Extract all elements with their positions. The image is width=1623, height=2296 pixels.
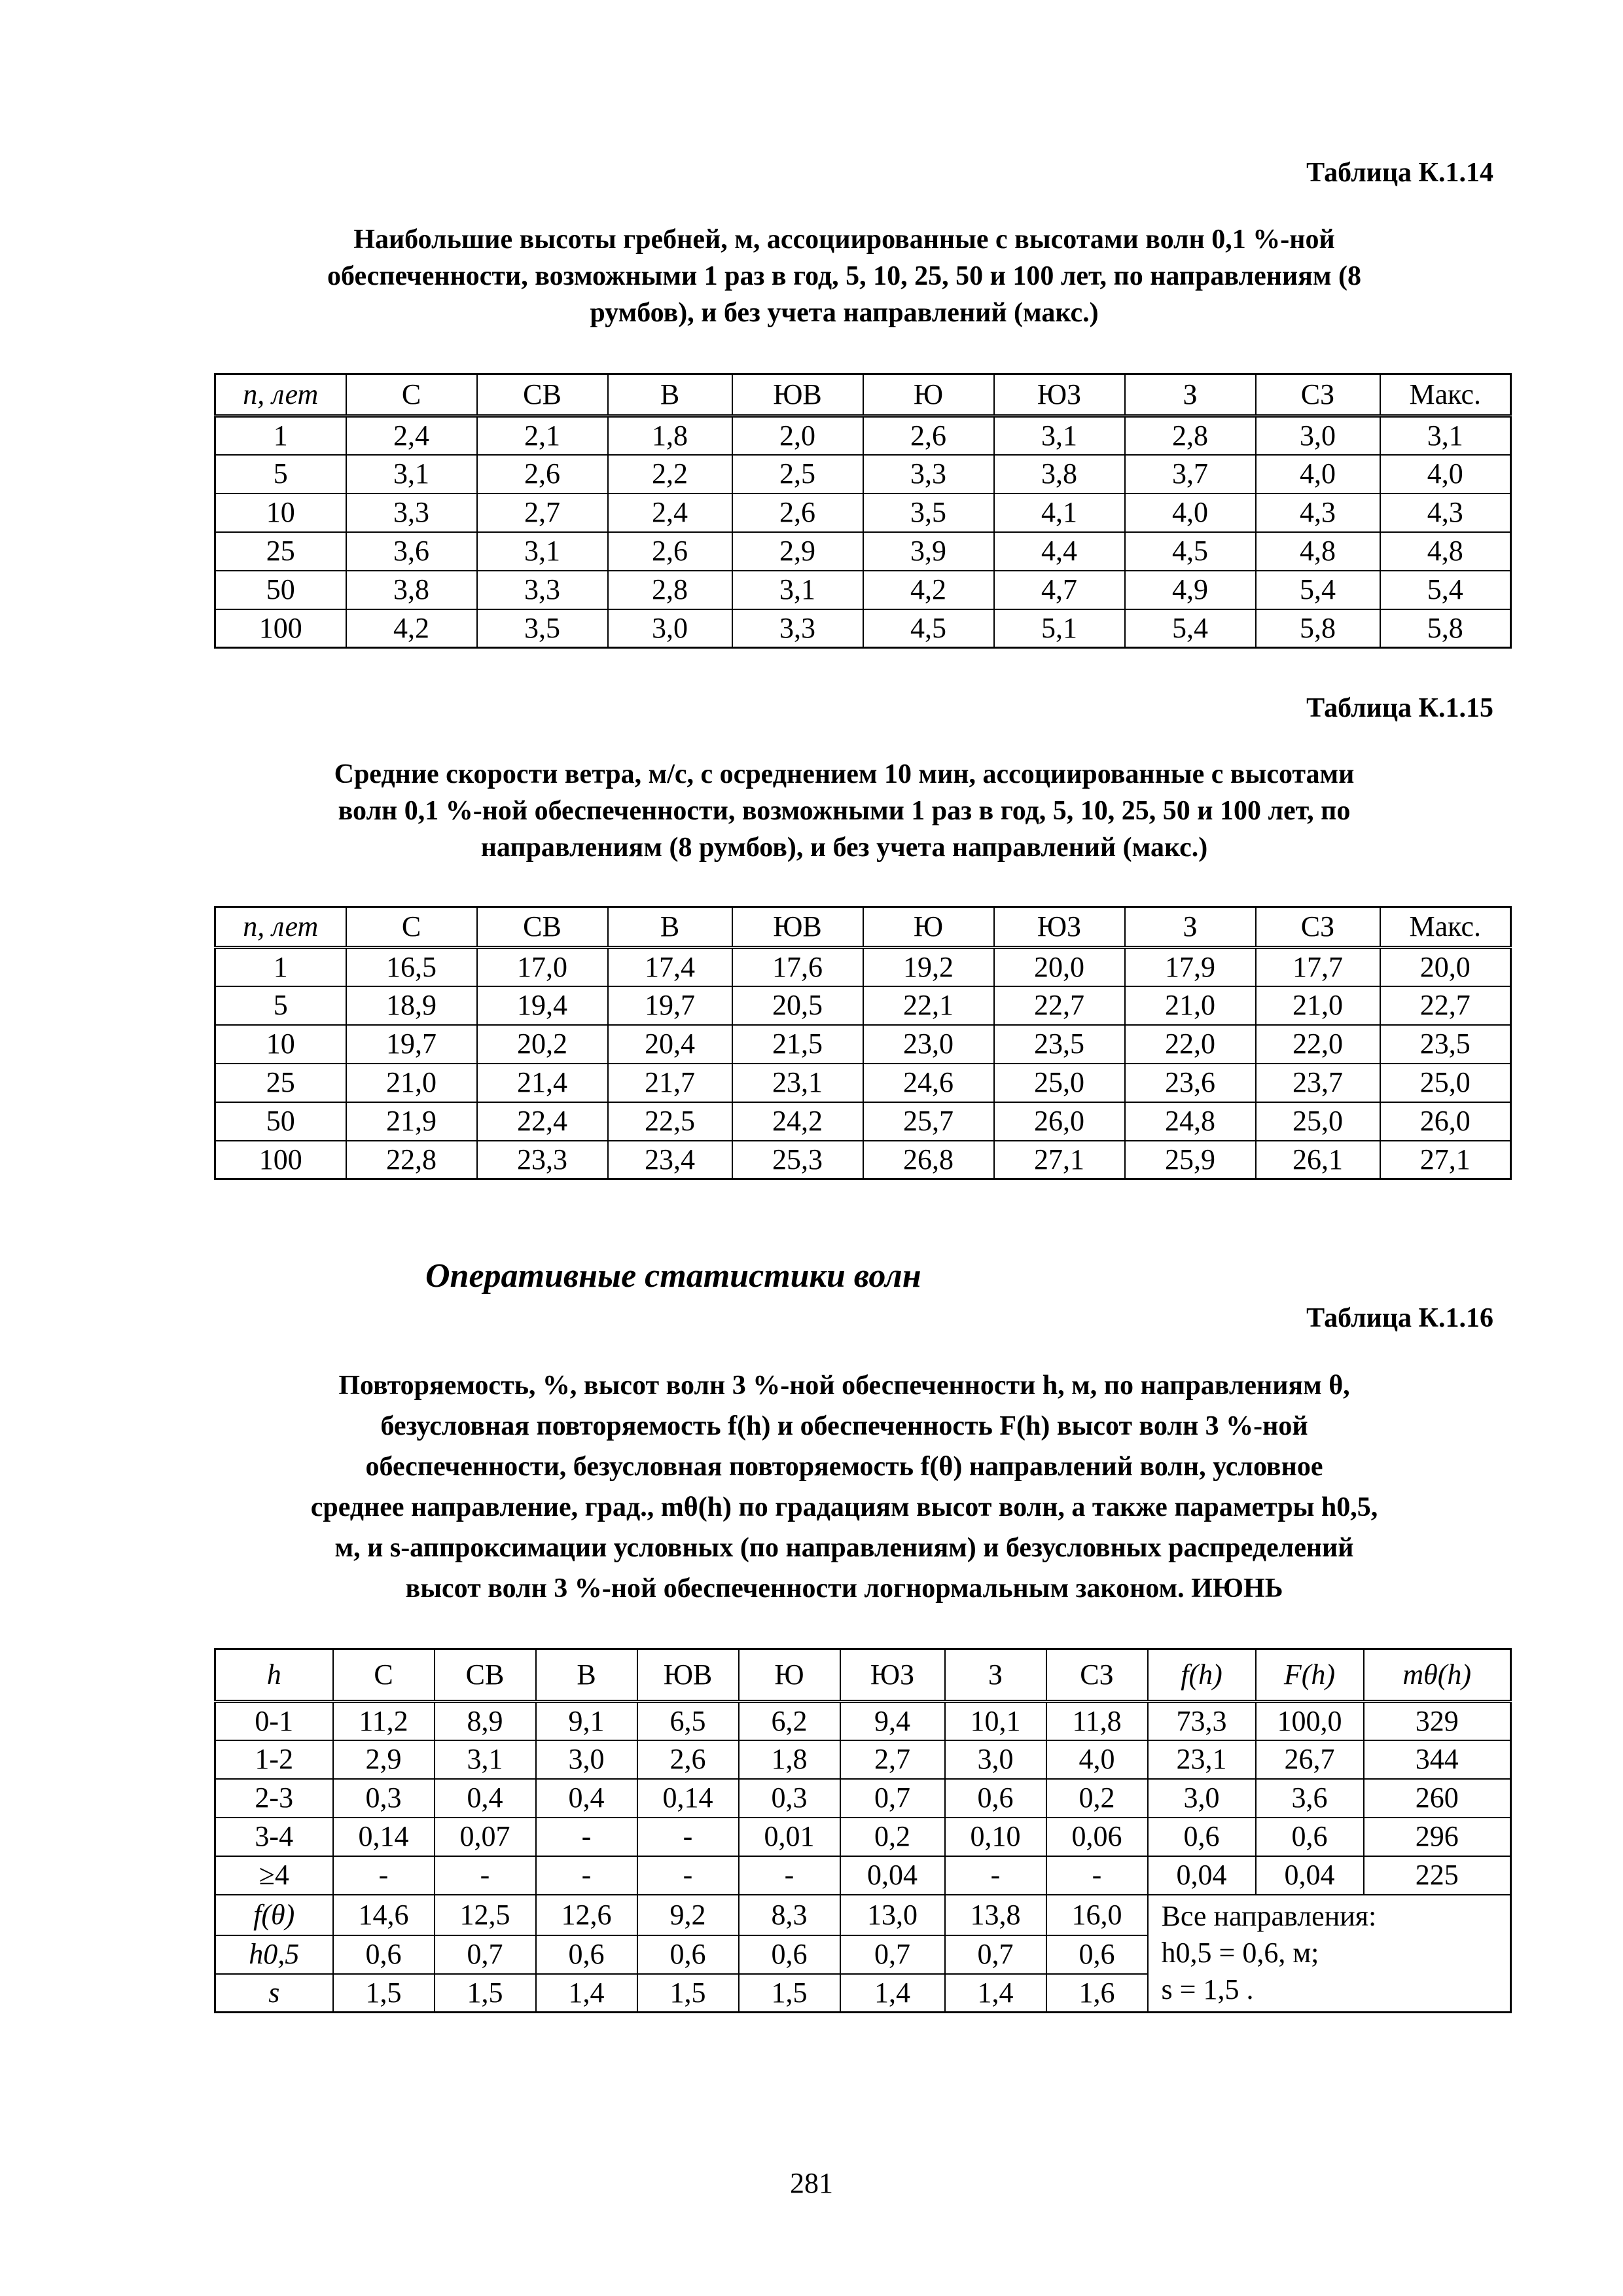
data-cell: - <box>637 1856 739 1895</box>
data-cell: 3,3 <box>732 609 863 648</box>
row-label-cell: 10 <box>215 1025 346 1064</box>
table-row <box>215 1779 1511 1818</box>
data-cell: 3,3 <box>346 493 477 532</box>
data-cell: 2,0 <box>732 416 863 455</box>
data-cell: 0,07 <box>435 1818 536 1856</box>
header-cell: ЮВ <box>732 374 863 416</box>
table-header-row <box>215 1649 1511 1702</box>
data-cell: 3,1 <box>435 1740 536 1779</box>
data-cell: 1,8 <box>608 416 732 455</box>
data-cell: 22,0 <box>1256 1025 1380 1064</box>
data-cell: - <box>536 1856 637 1895</box>
data-cell: 1,5 <box>333 1974 435 2013</box>
data-cell: 18,9 <box>346 986 477 1025</box>
data-cell: 1,5 <box>435 1974 536 2013</box>
data-cell: 3,8 <box>994 455 1125 493</box>
table-row <box>215 1064 1511 1102</box>
data-cell: 13,0 <box>840 1895 945 1935</box>
header-cell: n, лет <box>215 374 346 416</box>
header-cell: СЗ <box>1046 1649 1148 1702</box>
caption-line: румбов), и без учета направлений (макс.) <box>590 298 1099 328</box>
data-cell: 22,7 <box>1380 986 1511 1025</box>
table-row <box>215 455 1511 493</box>
data-cell: 0,6 <box>333 1935 435 1974</box>
data-cell: 2,8 <box>608 571 732 609</box>
data-cell: 3,5 <box>863 493 994 532</box>
table-row <box>215 986 1511 1025</box>
data-cell: 22,8 <box>346 1141 477 1179</box>
data-cell: 2,4 <box>608 493 732 532</box>
data-cell: 23,7 <box>1256 1064 1380 1102</box>
header-cell: mθ(h) <box>1364 1649 1511 1702</box>
data-cell: 6,5 <box>637 1702 739 1740</box>
data-cell: 22,4 <box>477 1102 608 1141</box>
data-cell: 6,2 <box>739 1702 840 1740</box>
caption-line: обеспеченности, возможными 1 раз в год, 5, 10, 25, 50 и 100 лет, по направлениям (8 <box>327 261 1361 291</box>
header-cell: З <box>1125 907 1256 948</box>
data-cell: 4,2 <box>346 609 477 648</box>
data-cell: 0,7 <box>945 1935 1046 1974</box>
data-cell: 23,4 <box>608 1141 732 1179</box>
data-cell: 0,2 <box>1046 1779 1148 1818</box>
table-row <box>215 1740 1511 1779</box>
data-cell: 26,0 <box>1380 1102 1511 1141</box>
data-cell: 3,5 <box>477 609 608 648</box>
row-label-cell: 2-3 <box>215 1779 333 1818</box>
header-cell: Макс. <box>1380 374 1511 416</box>
data-cell: 0,2 <box>840 1818 945 1856</box>
data-cell: 3,1 <box>732 571 863 609</box>
table-row <box>215 1702 1511 1740</box>
data-cell: 1,4 <box>840 1974 945 2013</box>
data-cell: 4,1 <box>994 493 1125 532</box>
data-cell: 3,1 <box>1380 416 1511 455</box>
note-line: s = 1,5 . <box>1161 1973 1254 2005</box>
data-cell: 19,4 <box>477 986 608 1025</box>
caption-line: высот волн 3 %-ной обеспеченности логнормальным законом. ИЮНЬ <box>405 1573 1283 1604</box>
caption-line: Наибольшие высоты гребней, м, ассоциированные с высотами волн 0,1 %-ной <box>353 224 1335 255</box>
data-cell: 21,9 <box>346 1102 477 1141</box>
data-cell: 9,1 <box>536 1702 637 1740</box>
data-cell: 1,4 <box>536 1974 637 2013</box>
data-cell: 4,3 <box>1380 493 1511 532</box>
data-cell: 2,6 <box>477 455 608 493</box>
header-cell: ЮВ <box>732 907 863 948</box>
header-cell: n, лет <box>215 907 346 948</box>
row-label-cell: ≥4 <box>215 1856 333 1895</box>
data-cell: 1,5 <box>637 1974 739 2013</box>
data-cell: 26,8 <box>863 1141 994 1179</box>
data-cell: 2,6 <box>863 416 994 455</box>
header-cell: Ю <box>739 1649 840 1702</box>
row-label-cell: f(θ) <box>215 1895 333 1935</box>
data-cell: 3,1 <box>994 416 1125 455</box>
data-cell: 22,0 <box>1125 1025 1256 1064</box>
table-row <box>215 948 1511 986</box>
data-cell: 20,5 <box>732 986 863 1025</box>
table-caption-k1-15 <box>196 756 1492 866</box>
data-cell: 0,06 <box>1046 1818 1148 1856</box>
data-cell: 0,10 <box>945 1818 1046 1856</box>
data-cell: 24,2 <box>732 1102 863 1141</box>
row-label-cell: h0,5 <box>215 1935 333 1974</box>
data-cell: 21,0 <box>1256 986 1380 1025</box>
note-line: h0,5 = 0,6, м; <box>1161 1936 1319 1969</box>
data-cell: 23,0 <box>863 1025 994 1064</box>
data-cell: 2,1 <box>477 416 608 455</box>
header-cell: С <box>346 907 477 948</box>
header-cell: h <box>215 1649 333 1702</box>
data-cell: 4,0 <box>1256 455 1380 493</box>
header-cell: С <box>333 1649 435 1702</box>
table-row <box>215 1025 1511 1064</box>
data-cell: 260 <box>1364 1779 1511 1818</box>
header-cell: ЮЗ <box>994 374 1125 416</box>
table-row <box>215 532 1511 571</box>
data-cell: 4,9 <box>1125 571 1256 609</box>
row-label-cell: 10 <box>215 493 346 532</box>
data-cell: 0,14 <box>333 1818 435 1856</box>
data-cell: 2,8 <box>1125 416 1256 455</box>
caption-line: обеспеченности, безусловная повторяемость f(θ) направлений волн, условное <box>365 1452 1323 1482</box>
table-k1-16 <box>214 1648 1512 2013</box>
data-cell: 22,1 <box>863 986 994 1025</box>
data-cell: 4,3 <box>1256 493 1380 532</box>
row-label-cell: 1 <box>215 948 346 986</box>
row-label-cell: 25 <box>215 532 346 571</box>
data-cell: 21,7 <box>608 1064 732 1102</box>
data-cell: 4,4 <box>994 532 1125 571</box>
data-cell: 17,9 <box>1125 948 1256 986</box>
data-cell: 25,7 <box>863 1102 994 1141</box>
data-cell: 17,4 <box>608 948 732 986</box>
data-cell: 20,0 <box>994 948 1125 986</box>
data-cell: 3,0 <box>608 609 732 648</box>
data-cell: 2,2 <box>608 455 732 493</box>
header-cell: В <box>608 374 732 416</box>
data-cell: 8,9 <box>435 1702 536 1740</box>
parameter-row <box>215 1895 1511 1935</box>
data-cell: 9,4 <box>840 1702 945 1740</box>
data-cell: 4,7 <box>994 571 1125 609</box>
data-cell: - <box>945 1856 1046 1895</box>
data-cell: 2,6 <box>637 1740 739 1779</box>
data-cell: 21,4 <box>477 1064 608 1102</box>
data-cell: 3,3 <box>477 571 608 609</box>
data-cell: 19,7 <box>346 1025 477 1064</box>
header-cell: СВ <box>435 1649 536 1702</box>
data-cell: - <box>536 1818 637 1856</box>
row-label-cell: 1-2 <box>215 1740 333 1779</box>
data-cell: 0,01 <box>739 1818 840 1856</box>
data-cell: 344 <box>1364 1740 1511 1779</box>
data-cell: 0,04 <box>1148 1856 1256 1895</box>
data-cell: 73,3 <box>1148 1702 1256 1740</box>
data-cell: 25,0 <box>1256 1102 1380 1141</box>
data-cell: 5,4 <box>1125 609 1256 648</box>
data-cell: 13,8 <box>945 1895 1046 1935</box>
data-cell: 11,8 <box>1046 1702 1148 1740</box>
table-row <box>215 1102 1511 1141</box>
data-cell: 25,0 <box>1380 1064 1511 1102</box>
table-label-k1-15: Таблица К.1.15 <box>1306 693 1493 723</box>
table-caption-k1-14 <box>196 221 1492 331</box>
row-label-cell: 50 <box>215 1102 346 1141</box>
table-row <box>215 1141 1511 1179</box>
data-cell: 24,8 <box>1125 1102 1256 1141</box>
data-cell: 1,5 <box>739 1974 840 2013</box>
page-number: 281 <box>790 2167 833 2199</box>
data-cell: 8,3 <box>739 1895 840 1935</box>
data-cell: 3,0 <box>1256 416 1380 455</box>
data-cell: 329 <box>1364 1702 1511 1740</box>
data-cell: 3,6 <box>1256 1779 1364 1818</box>
data-cell: 0,3 <box>333 1779 435 1818</box>
data-cell: 2,6 <box>732 493 863 532</box>
data-cell: 4,8 <box>1256 532 1380 571</box>
caption-line: направлениям (8 румбов), и без учета направлений (макс.) <box>480 833 1208 863</box>
header-cell: СЗ <box>1256 374 1380 416</box>
table-header-row <box>215 907 1511 948</box>
caption-line: Средние скорости ветра, м/с, с осреднением 10 мин, ассоциированные с высотами <box>334 759 1355 789</box>
data-cell: 2,9 <box>732 532 863 571</box>
data-cell: 3,3 <box>863 455 994 493</box>
row-label-cell: 5 <box>215 986 346 1025</box>
header-cell: Ю <box>863 374 994 416</box>
data-cell: 4,0 <box>1380 455 1511 493</box>
header-cell: ЮВ <box>637 1649 739 1702</box>
all-directions-note <box>1148 1895 1511 2013</box>
data-cell: 4,5 <box>1125 532 1256 571</box>
data-cell: 296 <box>1364 1818 1511 1856</box>
table-k1-15 <box>214 906 1512 1180</box>
data-cell: 21,5 <box>732 1025 863 1064</box>
data-cell: 1,4 <box>945 1974 1046 2013</box>
data-cell: 23,5 <box>1380 1025 1511 1064</box>
row-label-cell: 25 <box>215 1064 346 1102</box>
data-cell: 16,0 <box>1046 1895 1148 1935</box>
data-cell: 5,8 <box>1380 609 1511 648</box>
data-cell: 9,2 <box>637 1895 739 1935</box>
data-cell: 4,8 <box>1380 532 1511 571</box>
header-cell: З <box>945 1649 1046 1702</box>
data-cell: 5,4 <box>1380 571 1511 609</box>
data-cell: 3,0 <box>945 1740 1046 1779</box>
table-row <box>215 609 1511 648</box>
data-cell: 0,6 <box>739 1935 840 1974</box>
table-row <box>215 1856 1511 1895</box>
data-cell: - <box>435 1856 536 1895</box>
data-cell: 0,7 <box>435 1935 536 1974</box>
data-cell: 1,6 <box>1046 1974 1148 2013</box>
data-cell: 3,0 <box>536 1740 637 1779</box>
data-cell: 3,1 <box>346 455 477 493</box>
table-header-row <box>215 374 1511 416</box>
row-label-cell: 50 <box>215 571 346 609</box>
data-cell: 23,1 <box>732 1064 863 1102</box>
data-cell: 2,5 <box>732 455 863 493</box>
data-cell: 20,2 <box>477 1025 608 1064</box>
data-cell: 2,7 <box>840 1740 945 1779</box>
data-cell: 11,2 <box>333 1702 435 1740</box>
data-cell: 0,6 <box>536 1935 637 1974</box>
data-cell: 25,3 <box>732 1141 863 1179</box>
data-cell: 17,7 <box>1256 948 1380 986</box>
data-cell: 0,6 <box>637 1935 739 1974</box>
data-cell: 0,7 <box>840 1935 945 1974</box>
data-cell: 4,0 <box>1046 1740 1148 1779</box>
table-row <box>215 493 1511 532</box>
data-cell: 0,4 <box>435 1779 536 1818</box>
data-cell: 25,9 <box>1125 1141 1256 1179</box>
header-cell: В <box>608 907 732 948</box>
data-cell: 4,0 <box>1125 493 1256 532</box>
row-label-cell: 100 <box>215 1141 346 1179</box>
row-label-cell: 1 <box>215 416 346 455</box>
data-cell: 14,6 <box>333 1895 435 1935</box>
table-row <box>215 1818 1511 1856</box>
header-cell: З <box>1125 374 1256 416</box>
data-cell: 20,0 <box>1380 948 1511 986</box>
data-cell: 5,1 <box>994 609 1125 648</box>
data-cell: 12,6 <box>536 1895 637 1935</box>
data-cell: 24,6 <box>863 1064 994 1102</box>
data-cell: 2,4 <box>346 416 477 455</box>
data-cell: 16,5 <box>346 948 477 986</box>
row-label-cell: s <box>215 1974 333 2013</box>
data-cell: 4,5 <box>863 609 994 648</box>
caption-line: Повторяемость, %, высот волн 3 %-ной обеспеченности h, м, по направлениям θ, <box>338 1371 1350 1401</box>
data-cell: 4,2 <box>863 571 994 609</box>
data-cell: 0,6 <box>945 1779 1046 1818</box>
row-label-cell: 100 <box>215 609 346 648</box>
data-cell: 21,0 <box>1125 986 1256 1025</box>
data-cell: 3,6 <box>346 532 477 571</box>
data-cell: 3,9 <box>863 532 994 571</box>
header-cell: СВ <box>477 907 608 948</box>
data-cell: 0,3 <box>739 1779 840 1818</box>
row-label-cell: 5 <box>215 455 346 493</box>
data-cell: 12,5 <box>435 1895 536 1935</box>
header-cell: ЮЗ <box>994 907 1125 948</box>
data-cell: 23,5 <box>994 1025 1125 1064</box>
data-cell: 0,4 <box>536 1779 637 1818</box>
caption-line: среднее направление, град., mθ(h) по градациям высот волн, а также параметры h0,5, <box>310 1492 1378 1522</box>
data-cell: 0,6 <box>1148 1818 1256 1856</box>
header-cell: СВ <box>477 374 608 416</box>
data-cell: 0,04 <box>840 1856 945 1895</box>
header-cell: В <box>536 1649 637 1702</box>
data-cell: 26,7 <box>1256 1740 1364 1779</box>
table-caption-k1-16 <box>196 1365 1492 1609</box>
data-cell: 21,0 <box>346 1064 477 1102</box>
data-cell: - <box>637 1818 739 1856</box>
data-cell: 26,1 <box>1256 1141 1380 1179</box>
data-cell: 10,1 <box>945 1702 1046 1740</box>
data-cell: 0,6 <box>1256 1818 1364 1856</box>
data-cell: 3,7 <box>1125 455 1256 493</box>
data-cell: 0,14 <box>637 1779 739 1818</box>
data-cell: 20,4 <box>608 1025 732 1064</box>
data-cell: 27,1 <box>994 1141 1125 1179</box>
header-cell: Макс. <box>1380 907 1511 948</box>
data-cell: 17,6 <box>732 948 863 986</box>
data-cell: 19,2 <box>863 948 994 986</box>
data-cell: 25,0 <box>994 1064 1125 1102</box>
data-cell: 27,1 <box>1380 1141 1511 1179</box>
header-cell: С <box>346 374 477 416</box>
caption-line: м, и s-аппроксимации условных (по направлениям) и безусловных распределений <box>334 1533 1354 1563</box>
data-cell: 22,7 <box>994 986 1125 1025</box>
table-row <box>215 571 1511 609</box>
table-label-k1-14: Таблица К.1.14 <box>1306 158 1493 188</box>
table-k1-14 <box>214 373 1512 649</box>
data-cell: 23,6 <box>1125 1064 1256 1102</box>
data-cell: 3,1 <box>477 532 608 571</box>
data-cell: 17,0 <box>477 948 608 986</box>
data-cell: 0,04 <box>1256 1856 1364 1895</box>
note-line: Все направления: <box>1161 1899 1377 1932</box>
header-cell: F(h) <box>1256 1649 1364 1702</box>
data-cell: 225 <box>1364 1856 1511 1895</box>
table-row <box>215 416 1511 455</box>
data-cell: 0,7 <box>840 1779 945 1818</box>
table-label-k1-16: Таблица К.1.16 <box>1306 1303 1493 1333</box>
data-cell: 2,6 <box>608 532 732 571</box>
data-cell: 23,3 <box>477 1141 608 1179</box>
header-cell: СЗ <box>1256 907 1380 948</box>
data-cell: 23,1 <box>1148 1740 1256 1779</box>
data-cell: 3,0 <box>1148 1779 1256 1818</box>
data-cell: - <box>333 1856 435 1895</box>
data-cell: 5,4 <box>1256 571 1380 609</box>
header-cell: Ю <box>863 907 994 948</box>
data-cell: 1,8 <box>739 1740 840 1779</box>
row-label-cell: 0-1 <box>215 1702 333 1740</box>
header-cell: ЮЗ <box>840 1649 945 1702</box>
data-cell: 26,0 <box>994 1102 1125 1141</box>
data-cell: 3,8 <box>346 571 477 609</box>
caption-line: волн 0,1 %-ной обеспеченности, возможными 1 раз в год, 5, 10, 25, 50 и 100 лет, по <box>338 796 1351 826</box>
data-cell: 2,7 <box>477 493 608 532</box>
row-label-cell: 3-4 <box>215 1818 333 1856</box>
data-cell: 2,9 <box>333 1740 435 1779</box>
header-cell: f(h) <box>1148 1649 1256 1702</box>
data-cell: 19,7 <box>608 986 732 1025</box>
data-cell: 0,6 <box>1046 1935 1148 1974</box>
section-title: Оперативные статистики волн <box>425 1257 921 1295</box>
caption-line: безусловная повторяемость f(h) и обеспеченность F(h) высот волн 3 %-ной <box>380 1411 1308 1441</box>
data-cell: 5,8 <box>1256 609 1380 648</box>
data-cell: 100,0 <box>1256 1702 1364 1740</box>
data-cell: - <box>1046 1856 1148 1895</box>
data-cell: 22,5 <box>608 1102 732 1141</box>
data-cell: - <box>739 1856 840 1895</box>
